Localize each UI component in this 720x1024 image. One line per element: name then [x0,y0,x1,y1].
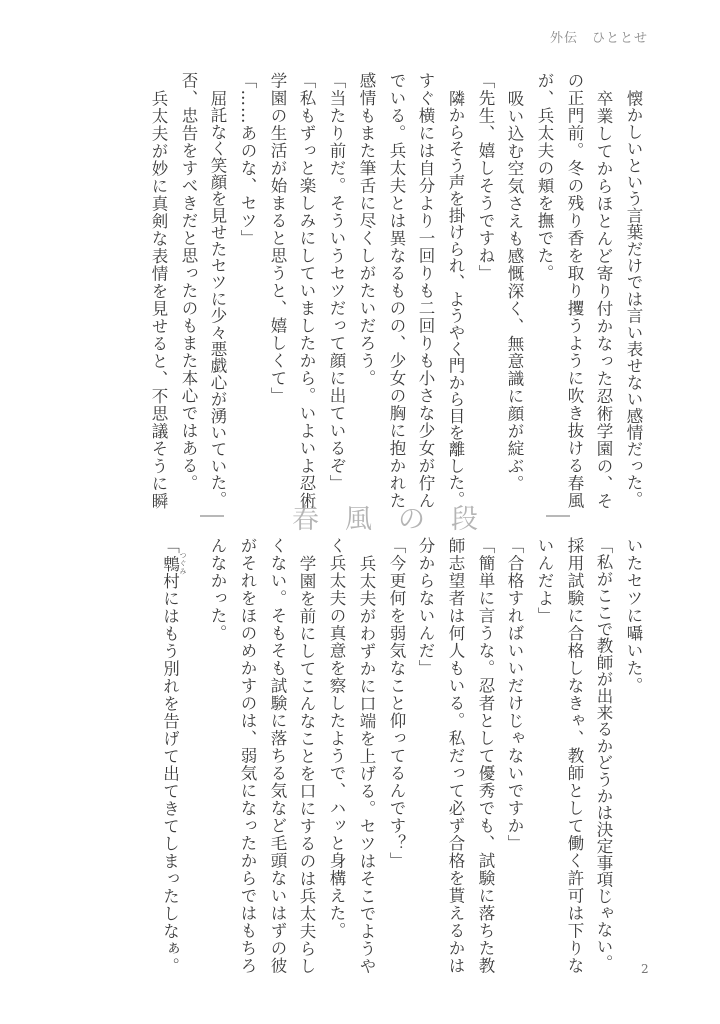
section-title: 春風の段 [292,503,504,535]
section-divider [200,498,570,534]
text-column: 師志望者は何人もいる。私だって必ず合格を貰えるかは [446,537,465,975]
text-column: 「今更何を弱気なこと仰ってるんです？」 [387,537,406,870]
text-column: すぐ横には自分より一回りも二回りも小さな少女が佇ん [416,72,435,510]
text-column: 採用試験に合格しなきゃ、教師として働く許可は下りな [565,537,584,975]
open-bracket: 「 [160,537,180,555]
text-column: がそれをほのめかすのは、弱気になったからではもちろ [238,537,257,975]
text-column: 卒業してからほとんど寄り付かなった忍術学園の、そ [594,89,613,510]
text-column: 学園の生活が始まると思うと、嬉しくて」 [268,72,287,405]
text-column: 「……あのな、セツ」 [238,72,257,247]
text-column: 否、忠告をすべきだと思ったのもまた本心ではある。 [179,72,198,492]
text-column-with-ruby [160,537,187,975]
divider-dash-right [546,515,570,517]
ruby-base: 鵯 [160,551,180,576]
text-column: いたセツに囁いた。 [624,537,643,695]
text-column: 吸い込む空気さえも感慨深く、無意識に顔が綻ぶ。 [505,89,524,492]
text-column: 「合格すればいいだけじゃないですか」 [505,537,524,852]
text-column: 兵太夫がわずかに口端を上げる。セツはそこでようや [357,554,376,975]
text-column: んなかった。 [208,537,227,642]
text-column: くない。そもそも試験に落ちる気など毛頭ないはずの彼 [268,537,287,975]
ruby-word [160,551,187,576]
text-column: 感情もまた筆舌に尽くしがたいだろう。 [357,72,376,387]
text-column: いんだよ」 [535,537,554,625]
line-rest: 村にはもう別れを告げて出てきてしまったしなぁ。 [160,572,180,975]
text-column: の正門前。冬の残り香を取り攫うように吹き抜ける春風 [565,72,584,510]
text-column: 屈託なく笑顔を見せたセツに少々悪戯心が湧いていた。 [208,89,227,507]
ruby-reading: つぐみ [179,551,187,576]
text-column: 「私がここで教師が出来るかどうかは決定事項じゃない。 [594,537,613,972]
page-number: 2 [641,962,649,976]
text-column: 兵太夫が妙に真剣な表情を見せると、不思議そうに瞬 [149,89,168,510]
text-column: く兵太夫の真意を察したようで、ハッと身構えた。 [327,537,346,940]
text-column: 懐かしいという言葉だけでは言い表せない感情だった。 [624,89,643,507]
text-column: 学園を前にしてこんなことを口にするのは兵太夫らし [297,554,316,975]
text-column: 「簡単に言うな。忍者として優秀でも、試験に落ちた教 [476,537,495,975]
text-column: 隣からそう声を掛けられ、ようやく門から目を離した。 [446,89,465,507]
text-column: 分からないんだ」 [416,537,435,677]
text-column: でいる。兵太夫とは異なるものの、少女の胸に抱かれた [387,72,406,510]
running-header: 外伝 ひととせ [549,31,648,46]
text-column: 「当たり前だ。そういうセツだって顔に出ているぞ」 [327,72,346,492]
text-column: 「私もずっと楽しみにしていましたから。いよいよ忍術 [297,72,316,510]
divider-dash-left [200,515,224,517]
text-column: 「先生、嬉しそうですね」 [476,72,495,282]
text-column: が、兵太夫の頬を撫でた。 [535,72,554,282]
